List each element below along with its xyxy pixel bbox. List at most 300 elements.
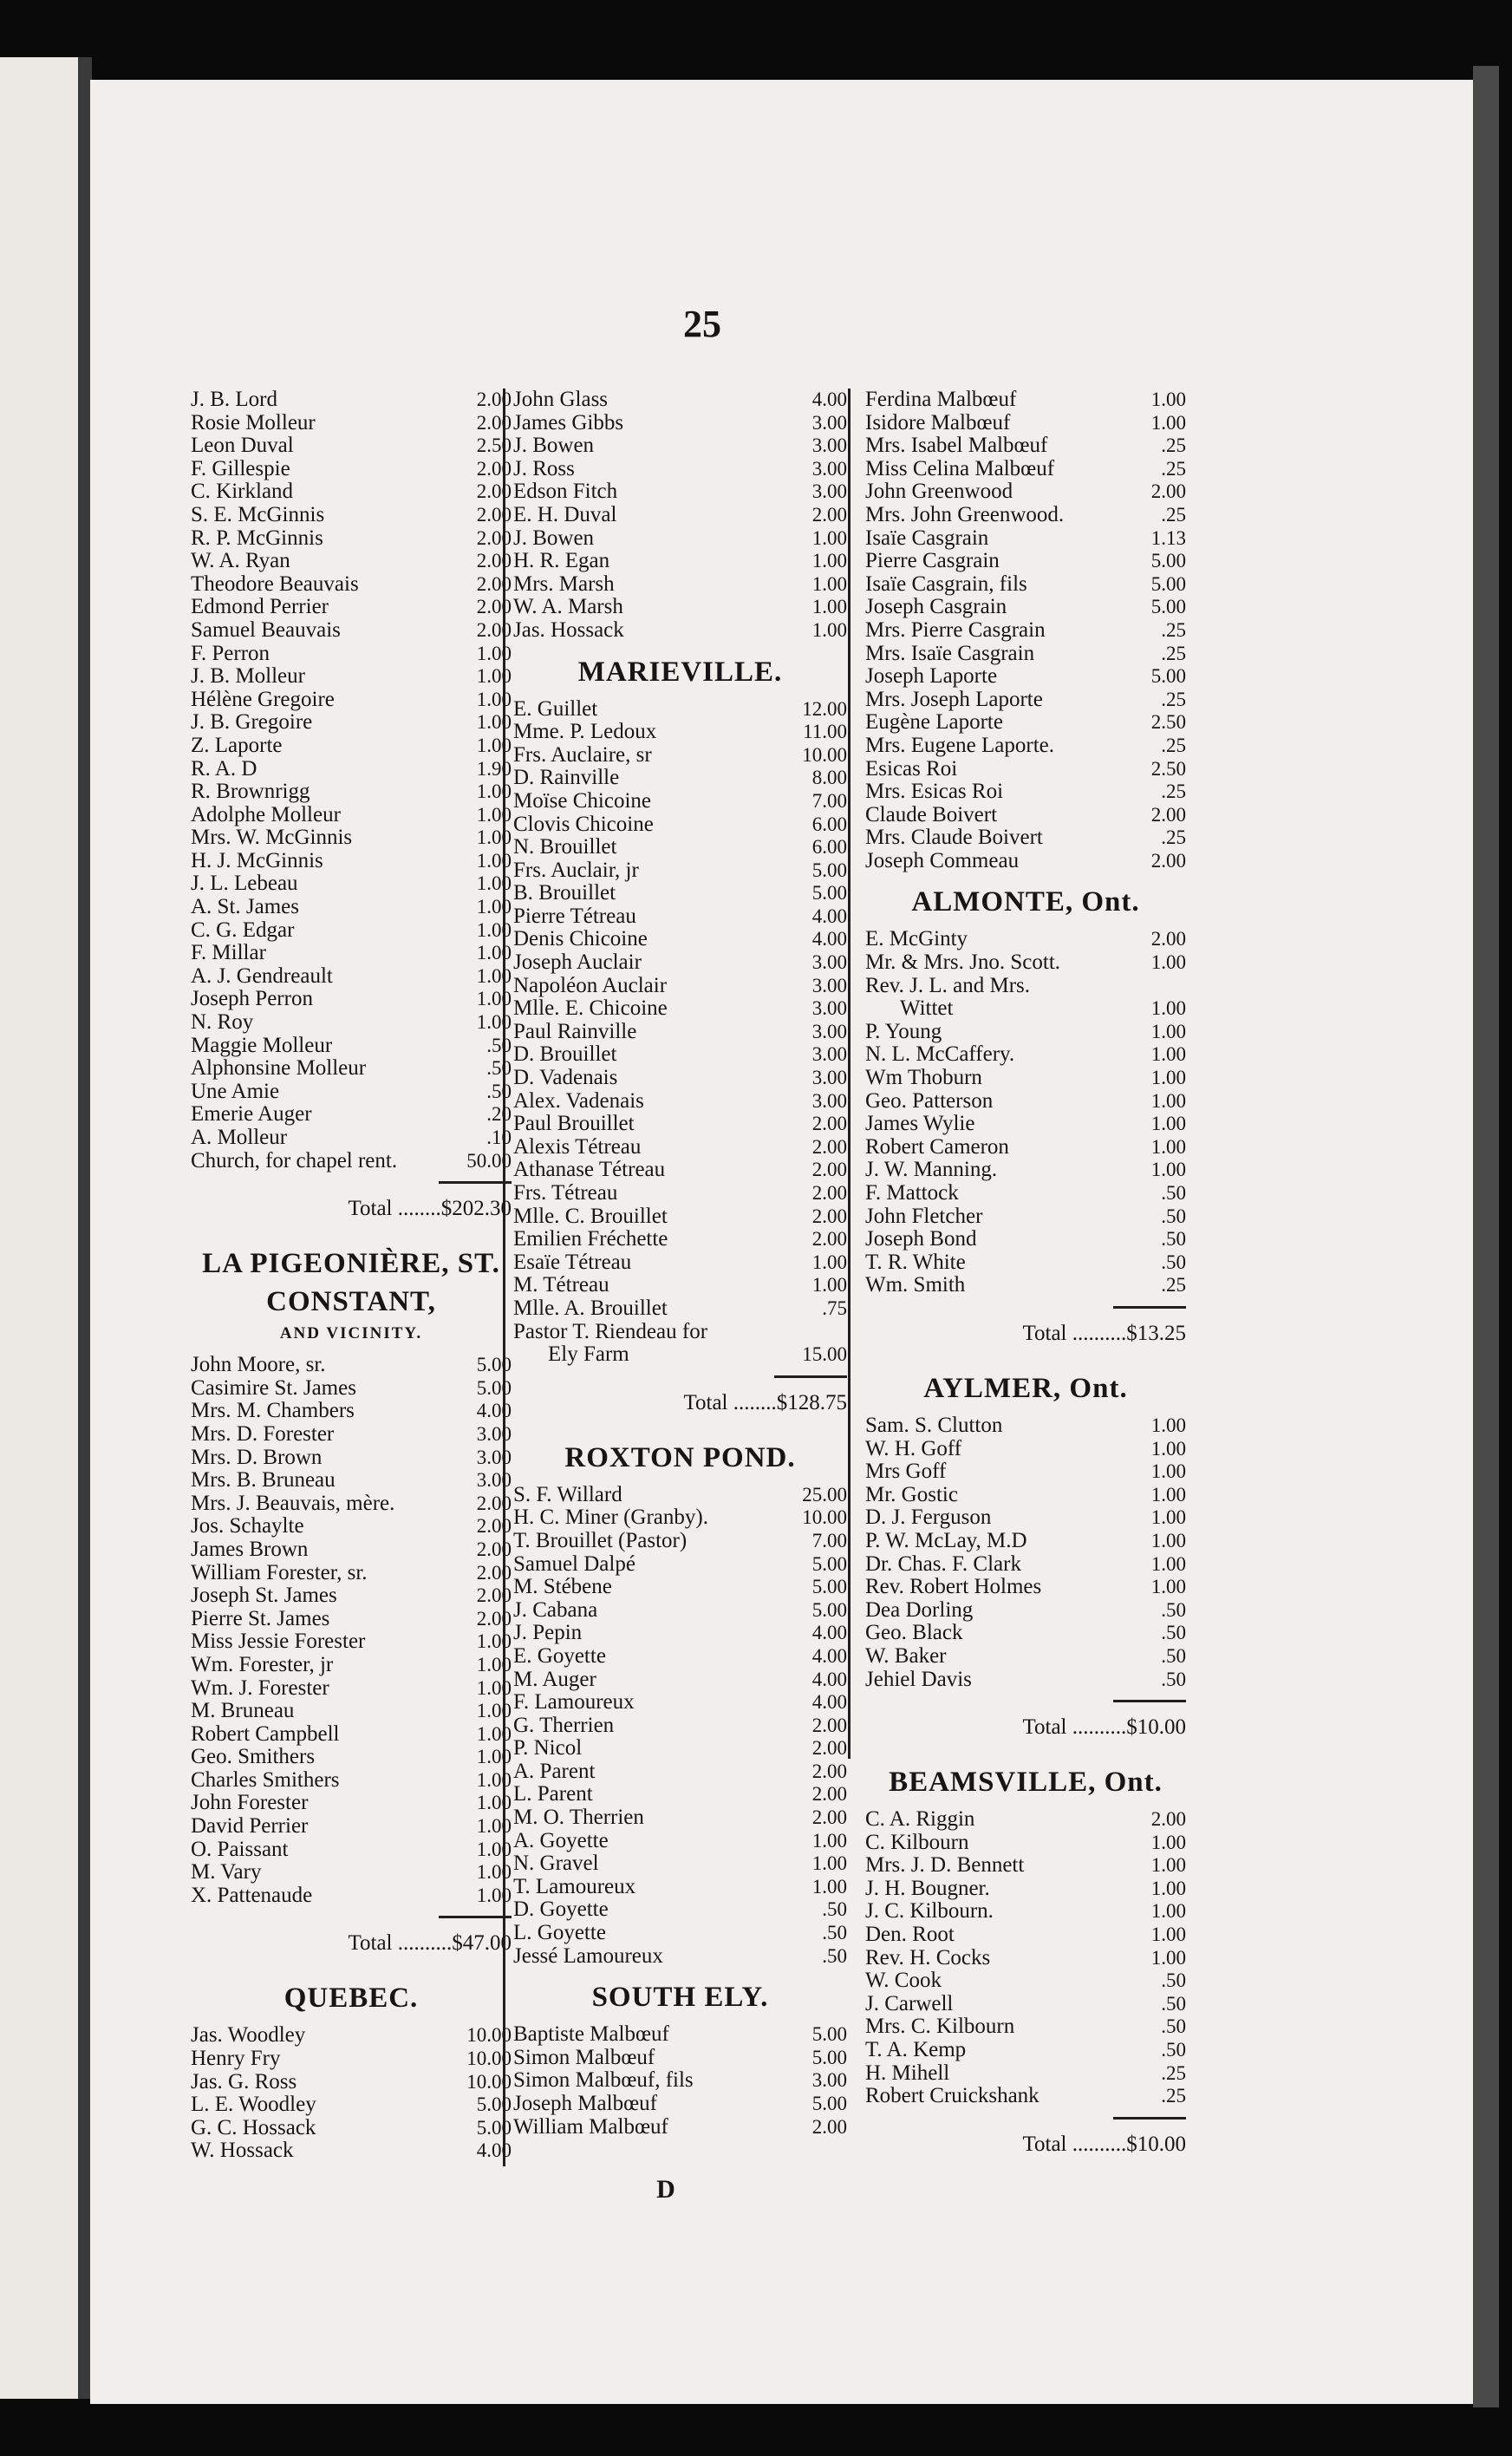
subscriber-name: Pierre Tétreau bbox=[513, 904, 636, 928]
subscription-amount: 3.00 bbox=[811, 457, 847, 480]
subscription-amount: 2.00 bbox=[811, 1737, 847, 1760]
subscription-amount: 1.00 bbox=[1150, 1159, 1186, 1181]
subscriber-name: Mrs. Esicas Roi bbox=[865, 780, 1004, 804]
subscription-row bbox=[513, 1321, 847, 1344]
subscriber-name: Z. Laporte bbox=[191, 733, 283, 757]
subscriber-name: T. A. Kemp bbox=[865, 2038, 967, 2062]
subscriber-name: E. McGinty bbox=[865, 927, 968, 951]
subscriber-name: Eugène Laporte bbox=[865, 710, 1003, 735]
subscription-amount: 4.00 bbox=[811, 905, 847, 927]
subscriber-name: Joseph Perron bbox=[191, 987, 313, 1011]
subscription-row bbox=[191, 1630, 512, 1654]
subscription-row bbox=[513, 951, 847, 975]
subscriber-name: J. W. Manning. bbox=[865, 1158, 998, 1182]
subscription-amount: 2.00 bbox=[476, 503, 512, 526]
subscription-amount: 2.00 bbox=[476, 1538, 512, 1560]
subscription-row bbox=[191, 1103, 512, 1127]
subscription-row bbox=[191, 872, 512, 896]
subscriber-name: Napoléon Auclair bbox=[513, 973, 668, 997]
subscriber-name: Wm. Forester, jr bbox=[191, 1652, 334, 1676]
subscription-row bbox=[865, 1854, 1186, 1878]
column-left bbox=[191, 389, 512, 2163]
subscriber-name: J. Pepin bbox=[513, 1621, 583, 1645]
subscription-amount: 3.00 bbox=[811, 1043, 847, 1066]
subscription-row bbox=[513, 1043, 847, 1067]
subscription-amount: .50 bbox=[1161, 1668, 1186, 1690]
subscription-amount: 2.00 bbox=[811, 1182, 847, 1204]
subscriber-name: D. Brouillet bbox=[513, 1042, 617, 1067]
subscriber-name: Joseph Casgrain bbox=[865, 595, 1007, 619]
subscriber-name: G. Therrien bbox=[513, 1713, 615, 1737]
subscription-row bbox=[865, 735, 1186, 758]
subscription-row bbox=[191, 1839, 512, 1862]
subscription-amount: 2.00 bbox=[476, 1584, 512, 1607]
subscription-amount: 5.00 bbox=[811, 2023, 847, 2046]
subscription-row bbox=[513, 550, 847, 573]
subscriber-name: F. Gillespie bbox=[191, 456, 290, 480]
subscriber-name: Hélène Gregoire bbox=[191, 687, 335, 711]
subscriber-name: J. C. Kilbourn. bbox=[865, 1899, 994, 1924]
subscription-row bbox=[513, 458, 847, 481]
subscription-row bbox=[865, 1947, 1186, 1970]
subscription-row bbox=[513, 813, 847, 837]
subscription-amount: .50 bbox=[822, 1898, 847, 1921]
subscriber-name: John Greenwood bbox=[865, 480, 1013, 504]
subscription-amount: 1.00 bbox=[1150, 1020, 1186, 1042]
subscription-amount: .10 bbox=[486, 1127, 512, 1148]
subscriber-name: Mrs. John Greenwood. bbox=[865, 502, 1065, 526]
subscription-row bbox=[513, 1484, 847, 1507]
subscription-amount: 1.00 bbox=[476, 711, 512, 734]
subscription-row bbox=[513, 1691, 847, 1715]
subscriber-name: W. Hossack bbox=[191, 2139, 294, 2163]
subscription-amount: 2.50 bbox=[1150, 711, 1186, 734]
subscription-row bbox=[513, 480, 847, 504]
subscription-amount: 3.00 bbox=[811, 411, 847, 434]
subscriber-name: Wm Thoburn bbox=[865, 1066, 982, 1090]
section-total: Total ........$128.75 bbox=[683, 1390, 847, 1414]
subscription-row bbox=[513, 1922, 847, 1945]
subscription-row bbox=[191, 1562, 512, 1585]
subscriber-name: M. Tétreau bbox=[513, 1273, 609, 1297]
subscription-amount: 2.00 bbox=[811, 503, 847, 526]
subscription-amount: .25 bbox=[1161, 642, 1186, 664]
subscription-row bbox=[865, 1553, 1186, 1577]
subscriber-name: R. Brownrigg bbox=[191, 780, 310, 804]
subscription-amount: 5.00 bbox=[811, 859, 847, 881]
subscriber-name: David Perrier bbox=[191, 1814, 309, 1839]
subscription-amount: 2.00 bbox=[811, 1113, 847, 1135]
subscriber-name: J. B. Molleur bbox=[191, 664, 305, 689]
subscription-amount: 2.50 bbox=[476, 434, 512, 457]
subscription-row bbox=[865, 596, 1186, 619]
subscription-amount: 2.00 bbox=[476, 1492, 512, 1514]
subscription-row bbox=[191, 988, 512, 1011]
subscription-row bbox=[865, 1506, 1186, 1530]
subscription-row bbox=[513, 1669, 847, 1692]
subscription-amount: 3.00 bbox=[811, 480, 847, 503]
subscription-row bbox=[865, 1622, 1186, 1645]
subscription-amount: 4.00 bbox=[811, 1622, 847, 1644]
subscriber-name: T. R. White bbox=[865, 1250, 966, 1274]
subscriber-name: Joseph Auclair bbox=[513, 950, 642, 975]
subscription-row bbox=[191, 434, 512, 458]
subscription-amount: 1.00 bbox=[811, 1852, 847, 1875]
subscription-amount: 1.00 bbox=[1150, 1946, 1186, 1969]
subscription-amount: .20 bbox=[486, 1103, 512, 1126]
subscriber-name: Baptiste Malbœuf bbox=[513, 2022, 669, 2047]
subscription-row bbox=[865, 804, 1186, 827]
subscriber-name: N. L. McCaffery. bbox=[865, 1042, 1015, 1067]
subscription-amount: 1.00 bbox=[1150, 411, 1186, 434]
subscriber-name: J. Bowen bbox=[513, 434, 595, 458]
subscriber-name: N. Brouillet bbox=[513, 835, 617, 859]
subscription-row bbox=[513, 1852, 847, 1876]
subscriber-name: Jehiel Davis bbox=[865, 1667, 972, 1691]
subscription-amount: 1.00 bbox=[1150, 1483, 1186, 1506]
subscription-row bbox=[513, 975, 847, 998]
subscription-row bbox=[865, 1969, 1186, 1993]
subscriber-name: Henry Fry bbox=[191, 2047, 281, 2071]
subscription-amount: 7.00 bbox=[811, 789, 847, 812]
subscriber-name: Mlle. A. Brouillet bbox=[513, 1296, 668, 1320]
subscription-amount: 1.00 bbox=[476, 1676, 512, 1699]
subscription-row bbox=[865, 1924, 1186, 1947]
subscription-row bbox=[191, 1815, 512, 1839]
subscription-amount: 1.00 bbox=[476, 1884, 512, 1906]
subscription-row bbox=[513, 1737, 847, 1760]
page-number: 25 bbox=[683, 303, 721, 345]
subscription-amount: 6.00 bbox=[811, 813, 847, 835]
subscriber-name: Sam. S. Clutton bbox=[865, 1413, 1003, 1437]
subscription-amount: 1.00 bbox=[1150, 1854, 1186, 1877]
subscription-amount: 3.00 bbox=[811, 2069, 847, 2092]
subscriber-name: G. C. Hossack bbox=[191, 2115, 316, 2139]
subscription-row bbox=[191, 1861, 512, 1884]
subscription-amount: 1.00 bbox=[811, 572, 847, 595]
subscriber-name: James Brown bbox=[191, 1537, 309, 1561]
subscription-amount: 10.00 bbox=[802, 743, 847, 766]
subscriber-name: Alphonsine Molleur bbox=[191, 1056, 367, 1081]
subscriber-name: Edson Fitch bbox=[513, 480, 618, 504]
subscriber-name: Maggie Molleur bbox=[191, 1033, 333, 1057]
subscription-row bbox=[191, 942, 512, 965]
subscriber-name: Esicas Roi bbox=[865, 756, 958, 781]
subscription-row bbox=[513, 619, 847, 643]
subscription-row bbox=[513, 1067, 847, 1090]
subscription-amount: 1.00 bbox=[476, 803, 512, 826]
subscription-row bbox=[191, 1792, 512, 1815]
subscription-amount: 2.00 bbox=[476, 550, 512, 572]
subscriber-name: Jas. G. Ross bbox=[191, 2069, 297, 2093]
subscription-amount: 1.00 bbox=[1150, 1414, 1186, 1436]
subscription-row bbox=[191, 2071, 512, 2094]
subscriber-name: F. Perron bbox=[191, 641, 270, 665]
subscription-amount: 5.00 bbox=[811, 2093, 847, 2114]
subscription-amount: 1.00 bbox=[476, 942, 512, 964]
subscription-amount: 7.00 bbox=[811, 1529, 847, 1551]
subscription-row bbox=[513, 1274, 847, 1297]
subscription-amount: .50 bbox=[1161, 2015, 1186, 2038]
subscription-row bbox=[191, 1469, 512, 1493]
subscription-amount: 2.00 bbox=[811, 1205, 847, 1227]
subscription-row bbox=[513, 928, 847, 951]
subscriber-name: Joseph St. James bbox=[191, 1584, 337, 1608]
subscription-amount: 1.00 bbox=[476, 1653, 512, 1675]
subscription-row bbox=[191, 619, 512, 643]
section-heading: ROXTON POND. bbox=[564, 1441, 796, 1473]
subscriber-name: Mr. Gostic bbox=[865, 1482, 958, 1506]
subscriber-name: James Gibbs bbox=[513, 410, 624, 434]
subscription-row bbox=[191, 965, 512, 989]
subscription-row bbox=[865, 2039, 1186, 2062]
subscription-row bbox=[191, 1377, 512, 1401]
subscription-row bbox=[513, 1021, 847, 1044]
subscription-amount: 5.00 bbox=[476, 2116, 512, 2139]
subscription-amount: 1.00 bbox=[1150, 1043, 1186, 1066]
subscription-amount: 2.00 bbox=[476, 1515, 512, 1538]
subscriber-name: Ely Farm bbox=[548, 1342, 629, 1367]
subscriber-name: Robert Campbell bbox=[191, 1721, 340, 1746]
subscription-amount: .50 bbox=[1161, 2039, 1186, 2061]
subscription-row bbox=[865, 1159, 1186, 1182]
subscription-row bbox=[191, 1400, 512, 1423]
subscriber-name: Emerie Auger bbox=[191, 1102, 312, 1127]
subscriber-name: Theodore Beauvais bbox=[191, 572, 359, 596]
subscription-row bbox=[865, 619, 1186, 643]
subscriber-name: Mrs. B. Bruneau bbox=[191, 1468, 336, 1493]
subscription-row bbox=[191, 1677, 512, 1701]
subscription-amount: .25 bbox=[1161, 688, 1186, 710]
subscriber-name: Simon Malbœuf, fils bbox=[513, 2068, 694, 2093]
subscriber-name: L. E. Woodley bbox=[191, 2093, 316, 2117]
subscription-amount: .50 bbox=[486, 1057, 512, 1080]
subscriber-name: Rosie Molleur bbox=[191, 410, 316, 434]
subscription-amount: 1.00 bbox=[811, 618, 847, 641]
subscriber-name: Alexis Tétreau bbox=[513, 1134, 642, 1159]
subscription-amount: 4.00 bbox=[476, 2139, 512, 2162]
subscription-amount: 3.00 bbox=[811, 951, 847, 974]
subscriber-name: Miss Jessie Forester bbox=[191, 1630, 366, 1654]
subscription-amount: 50.00 bbox=[466, 1149, 512, 1172]
subscription-amount: 1.00 bbox=[476, 1861, 512, 1884]
subscription-amount: 1.00 bbox=[476, 1746, 512, 1768]
subscriber-name: R. P. McGinnis bbox=[191, 526, 323, 550]
subscription-row bbox=[191, 389, 512, 412]
subscription-row bbox=[865, 1993, 1186, 2016]
subscriber-name: Joseph Malbœuf bbox=[513, 2092, 657, 2115]
subscription-amount: 2.00 bbox=[811, 1135, 847, 1158]
subscription-row bbox=[513, 836, 847, 859]
subscription-row bbox=[865, 781, 1186, 804]
subscription-amount: 11.00 bbox=[803, 721, 847, 743]
subscription-amount: 2.00 bbox=[476, 411, 512, 434]
subscriber-name: Frs. Tétreau bbox=[513, 1181, 618, 1205]
subscription-row bbox=[191, 919, 512, 943]
subscription-amount: .25 bbox=[1161, 618, 1186, 641]
subscription-row bbox=[865, 975, 1186, 998]
subscriber-name: William Malbœuf bbox=[513, 2114, 668, 2139]
subscription-row bbox=[513, 1090, 847, 1114]
subscriber-name: Isaïe Casgrain bbox=[865, 526, 989, 550]
section-total: Total ..........$10.00 bbox=[1022, 1715, 1186, 1740]
subscriber-name: Paul Rainville bbox=[513, 1019, 637, 1043]
subscription-row bbox=[865, 1090, 1186, 1114]
subscription-row bbox=[865, 1645, 1186, 1669]
subscription-row bbox=[191, 758, 512, 781]
subscription-amount: 1.00 bbox=[1150, 1135, 1186, 1158]
subscriber-name: John Forester bbox=[191, 1791, 309, 1815]
subscription-amount: 5.00 bbox=[811, 882, 847, 905]
subscription-row bbox=[191, 504, 512, 527]
subscriber-name: S. F. Willard bbox=[513, 1482, 622, 1506]
subscriber-name: Rev. Robert Holmes bbox=[865, 1575, 1042, 1599]
subscription-amount: 2.50 bbox=[1150, 757, 1186, 780]
subscription-amount: 5.00 bbox=[1150, 572, 1186, 595]
subscription-amount: 1.00 bbox=[1150, 1576, 1186, 1598]
subscriber-name: H. J. McGinnis bbox=[191, 848, 323, 872]
subscription-row bbox=[865, 1228, 1186, 1251]
subscription-amount: 1.00 bbox=[476, 1722, 512, 1745]
subscription-row bbox=[865, 1669, 1186, 1692]
subscription-row bbox=[191, 711, 512, 735]
subscriber-name: Mrs. Joseph Laporte bbox=[865, 687, 1043, 711]
subscription-amount: 10.00 bbox=[466, 2024, 512, 2047]
subscriber-name: M. Bruneau bbox=[191, 1699, 295, 1723]
section-heading: AYLMER, Ont. bbox=[923, 1372, 1128, 1404]
subscriber-name: Geo. Black bbox=[865, 1621, 963, 1645]
subscription-amount: 5.00 bbox=[1150, 550, 1186, 572]
subscription-row bbox=[513, 1251, 847, 1275]
subscription-amount: 2.00 bbox=[1150, 480, 1186, 503]
subscription-row bbox=[191, 2139, 512, 2163]
subscription-amount: .25 bbox=[1161, 734, 1186, 756]
subscription-row bbox=[191, 1769, 512, 1793]
subscription-row bbox=[865, 1576, 1186, 1599]
subscriber-name: W. Baker bbox=[865, 1643, 947, 1668]
subscriber-name: Robert Cruickshank bbox=[865, 2084, 1040, 2108]
subscription-amount: .25 bbox=[1161, 2061, 1186, 2084]
subscription-amount: 4.00 bbox=[811, 928, 847, 950]
subscription-amount: .50 bbox=[1161, 1992, 1186, 2015]
subscriber-name: A. Goyette bbox=[513, 1828, 609, 1852]
subscriber-name: E. Goyette bbox=[513, 1643, 606, 1668]
subscriber-name: Dea Dorling bbox=[865, 1597, 974, 1622]
subscription-row bbox=[513, 1760, 847, 1784]
subscriber-name: O. Paissant bbox=[191, 1837, 289, 1861]
subscription-row bbox=[191, 781, 512, 804]
subscription-row bbox=[191, 1608, 512, 1631]
subscription-row bbox=[513, 1876, 847, 1899]
subscriber-name: N. Roy bbox=[191, 1010, 254, 1035]
subscription-row bbox=[865, 1832, 1186, 1855]
subscription-amount: 1.00 bbox=[811, 1875, 847, 1898]
subscription-amount: 12.00 bbox=[802, 697, 847, 720]
subscription-row bbox=[865, 1205, 1186, 1229]
subscription-amount: 3.00 bbox=[476, 1469, 512, 1492]
subscription-amount: 2.00 bbox=[811, 1760, 847, 1782]
subscriber-name: D. Vadenais bbox=[513, 1066, 618, 1090]
subscription-amount: 1.00 bbox=[476, 1838, 512, 1860]
subscription-row bbox=[513, 1599, 847, 1623]
subscriber-name: J. Ross bbox=[513, 456, 575, 480]
subscriber-name: R. A. D bbox=[191, 756, 257, 781]
subscriber-name: M. Stébene bbox=[513, 1575, 612, 1599]
subscription-row bbox=[513, 2023, 847, 2047]
subscription-amount: 2.00 bbox=[476, 457, 512, 480]
section-heading: LA PIGEONIÈRE, ST. CONSTANT, bbox=[202, 1248, 500, 1318]
subscription-row bbox=[513, 1182, 847, 1205]
subscription-row bbox=[865, 758, 1186, 781]
subscription-amount: 4.00 bbox=[811, 1668, 847, 1690]
column-divider bbox=[848, 389, 850, 1759]
subscription-row bbox=[865, 504, 1186, 527]
subscriber-name: Isaïe Casgrain, fils bbox=[865, 572, 1027, 596]
subscription-amount: 1.90 bbox=[476, 757, 512, 780]
subscriber-name: A. Parent bbox=[513, 1759, 596, 1783]
subscription-amount: 1.00 bbox=[476, 1792, 512, 1814]
subscription-amount: .50 bbox=[1161, 1251, 1186, 1273]
subscriber-name: Une Amie bbox=[191, 1079, 280, 1103]
subscription-row bbox=[865, 689, 1186, 712]
subscriber-name: Athanase Tétreau bbox=[513, 1158, 666, 1182]
subscriber-name: Claude Boivert bbox=[865, 802, 998, 826]
subscriber-name: Frs. Auclaire, sr bbox=[513, 742, 652, 767]
subscription-row bbox=[865, 1021, 1186, 1044]
subscription-amount: 2.00 bbox=[476, 596, 512, 618]
subscription-amount: 1.00 bbox=[476, 1630, 512, 1653]
section-total: Total ........$202.30 bbox=[348, 1197, 512, 1221]
subscription-row bbox=[513, 1530, 847, 1553]
subscription-amount: .25 bbox=[1161, 826, 1186, 849]
subscriber-name: Clovis Chicoine bbox=[513, 812, 654, 836]
subscriber-name: Mrs. Isabel Malbœuf bbox=[865, 434, 1048, 458]
subscription-amount: 2.00 bbox=[811, 1806, 847, 1829]
subscription-row bbox=[513, 1622, 847, 1645]
subscriber-name: J. H. Bougner. bbox=[865, 1876, 990, 1900]
subscription-row bbox=[865, 1136, 1186, 1159]
subscription-row bbox=[865, 1274, 1186, 1297]
subscription-row bbox=[513, 1945, 847, 1969]
subscription-row bbox=[191, 2117, 512, 2140]
subscription-amount: .25 bbox=[1161, 1274, 1186, 1297]
subscriber-name: Rev. H. Cocks bbox=[865, 1945, 991, 1969]
subscription-amount: 10.00 bbox=[466, 2048, 512, 2070]
subscriber-name: John Moore, sr. bbox=[191, 1353, 326, 1377]
subscription-amount: .50 bbox=[1161, 1969, 1186, 1992]
subscriber-name: Alex. Vadenais bbox=[513, 1088, 644, 1113]
subscription-amount: 2.00 bbox=[476, 572, 512, 595]
subscriber-name: J. Cabana bbox=[513, 1597, 598, 1622]
subscription-amount: .50 bbox=[1161, 1182, 1186, 1204]
subscription-amount: 2.00 bbox=[476, 389, 512, 410]
subscriber-name: Pierre Casgrain bbox=[865, 549, 1000, 573]
subscription-row bbox=[513, 434, 847, 458]
subscription-row bbox=[191, 826, 512, 850]
subscriber-name: Mrs. W. McGinnis bbox=[191, 826, 353, 850]
subscription-amount: 5.00 bbox=[811, 1552, 847, 1575]
subscription-row bbox=[865, 1251, 1186, 1275]
subscriber-name: X. Pattenaude bbox=[191, 1883, 313, 1907]
subscriber-name: C. Kilbourn bbox=[865, 1830, 969, 1854]
subscription-row bbox=[191, 1011, 512, 1035]
subscription-row bbox=[191, 1654, 512, 1677]
subscription-amount: 4.00 bbox=[811, 1644, 847, 1667]
subscription-row bbox=[191, 1127, 512, 1150]
subscription-amount: 2.00 bbox=[1150, 849, 1186, 872]
subscriber-name: Paul Brouillet bbox=[513, 1112, 635, 1136]
subscriber-name: D. J. Ferguson bbox=[865, 1506, 992, 1530]
